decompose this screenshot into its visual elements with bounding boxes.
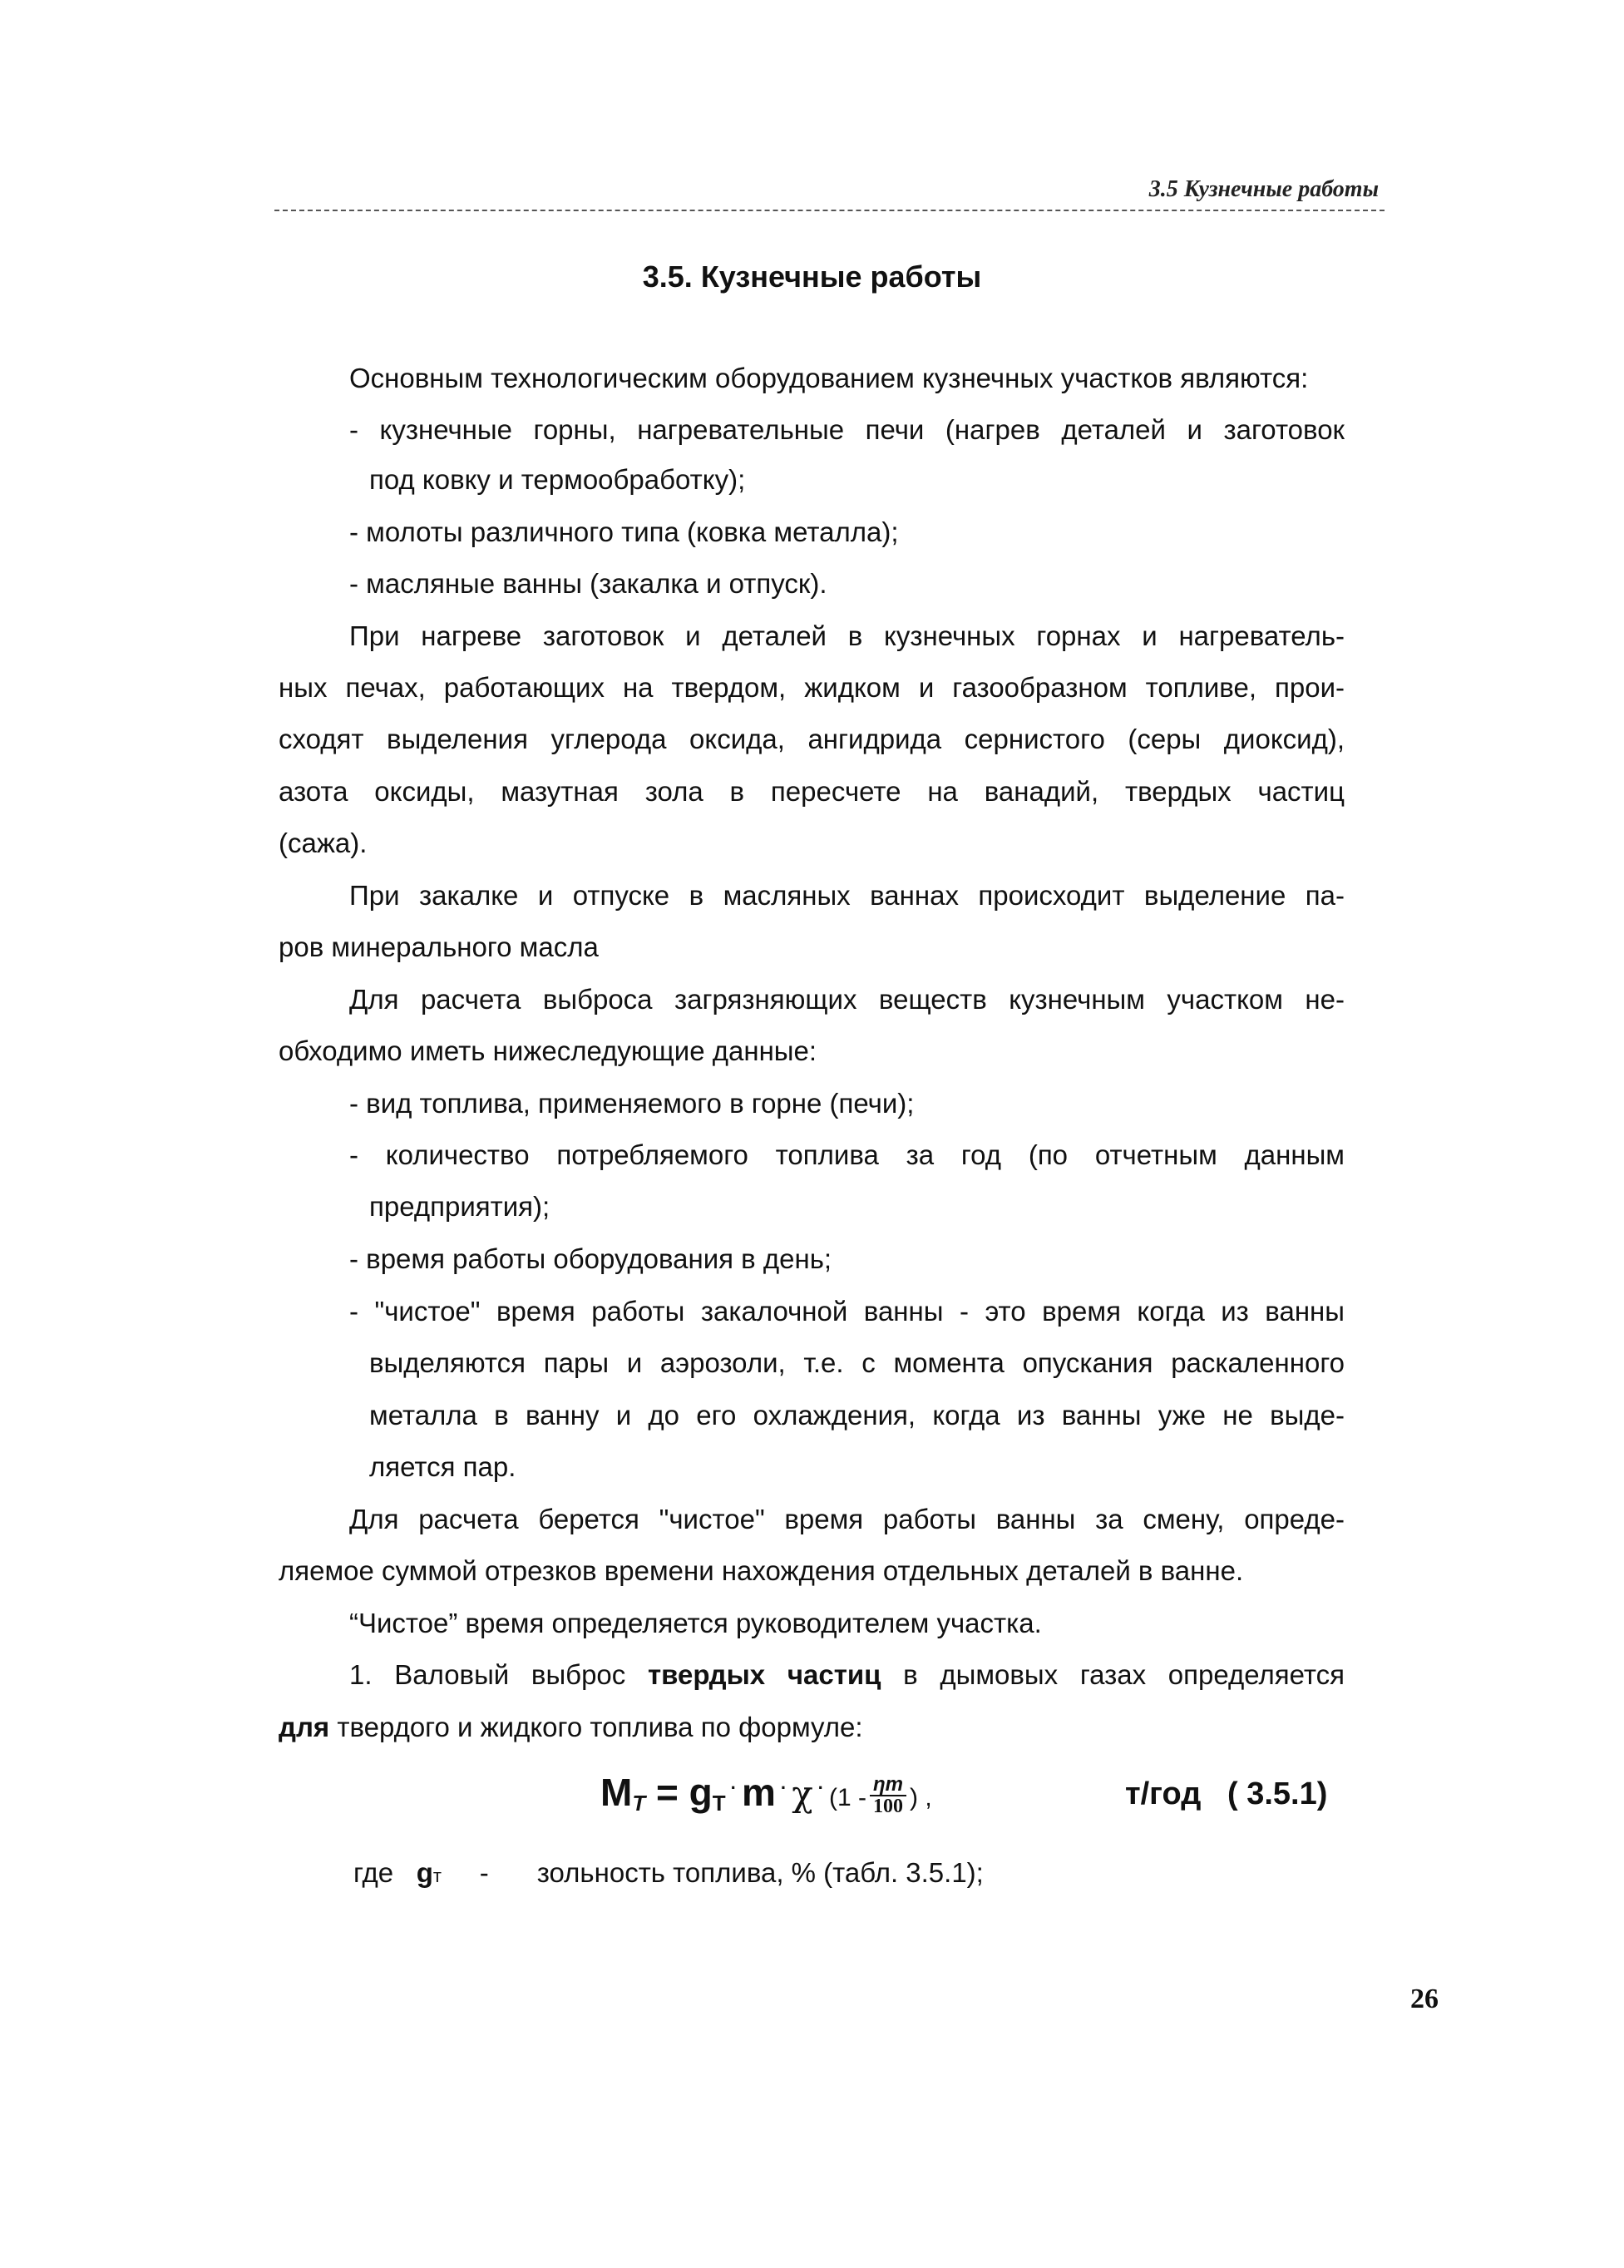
running-header: 3.5 Кузнечные работы <box>1148 176 1379 202</box>
where-dash: - <box>479 1857 489 1888</box>
required-item-work-time: - время работы оборудования в день; <box>349 1243 832 1274</box>
equipment-item-hammers: - молоты различного типа (ковка металла); <box>349 516 899 547</box>
formula-intro-pre: 1. Валовый выброс <box>349 1659 648 1690</box>
heating-paragraph-line: При нагреве заготовок и деталей в кузнечных горнах и нагреватель- <box>349 620 1345 651</box>
equipment-item-forges-cont: под ковку и термообработку); <box>369 464 746 495</box>
required-item-clean-time: - "чистое" время работы закалочной ванны - это время когда из ванны <box>349 1296 1345 1327</box>
formula-dot: · <box>730 1777 737 1798</box>
formula-expression <box>600 1770 932 1817</box>
formula-intro-post: в дымовых газах определяется <box>881 1659 1345 1690</box>
formula-paren-open: (1 - <box>829 1784 866 1811</box>
intro-paragraph: Основным технологическим оборудованием кузнечных участков являются: <box>349 363 1309 393</box>
where-label: где <box>353 1857 394 1888</box>
where-definition <box>353 1859 984 1886</box>
formula-g: g <box>689 1771 713 1814</box>
formula-fraction-numerator: ηт <box>870 1774 906 1796</box>
formula-m-var: m <box>741 1771 776 1814</box>
section-title: 3.5. Кузнечные работы <box>642 259 982 294</box>
formula-fraction <box>870 1774 906 1817</box>
where-variable: g <box>416 1857 433 1888</box>
formula-intro-line2-rest: твердого и жидкого топлива по формуле: <box>329 1712 863 1742</box>
formula-unit: т/год <box>1125 1776 1202 1811</box>
formula-intro-line <box>349 1661 1345 1688</box>
formula-paren-close: ) , <box>910 1784 932 1811</box>
formula-intro-bold: твердых частиц <box>647 1659 881 1690</box>
formula-dot: · <box>780 1777 787 1798</box>
required-item-clean-time-cont: металла в ванну и до его охлаждения, когда из ванны уже не выде- <box>369 1400 1345 1430</box>
formula-m-subscript: T <box>632 1791 646 1816</box>
formula-intro-line-2 <box>279 1713 863 1741</box>
heating-paragraph-line: сходят выделения углерода оксида, ангидрида сернистого (серы диоксид), <box>279 724 1345 754</box>
formula-dot: · <box>817 1777 824 1798</box>
required-item-fuel-amount-cont: предприятия); <box>369 1191 550 1222</box>
calc-intro-line: обходимо иметь нижеследующие данные: <box>279 1035 817 1066</box>
heating-paragraph-line: (сажа). <box>279 828 368 858</box>
clean-time-line: Для расчета берется "чистое" время работы ванны за смену, опреде- <box>349 1504 1345 1534</box>
formula-g-subscript: T <box>712 1791 726 1816</box>
formula-number: ( 3.5.1) <box>1227 1776 1328 1811</box>
supervisor-paragraph: “Чистое” время определяется руководителем участка. <box>349 1608 1042 1638</box>
calc-intro-line: Для расчета выброса загрязняющих веществ кузнечным участком не- <box>349 984 1345 1015</box>
formula-m: M <box>600 1771 633 1814</box>
formula-equals: = <box>645 1771 689 1814</box>
required-item-fuel-type: - вид топлива, применяемого в горне (печи); <box>349 1088 915 1119</box>
equipment-item-oil-baths: - масляные ванны (закалка и отпуск). <box>349 568 827 599</box>
where-variable-subscript: т <box>432 1865 442 1886</box>
header-divider <box>274 210 1385 211</box>
clean-time-line: ляемое суммой отрезков времени нахождения отдельных деталей в ванне. <box>279 1555 1244 1586</box>
page-number: 26 <box>1410 1984 1439 2014</box>
heating-paragraph-line: ных печах, работающих на твердом, жидком и газообразном топливе, прои- <box>279 672 1345 703</box>
formula-unit-and-number <box>1125 1776 1327 1812</box>
formula-fraction-denominator: 100 <box>873 1795 903 1817</box>
oil-paragraph-line: При закалке и отпуске в масляных ваннах происходит выделение па- <box>349 880 1345 911</box>
heating-paragraph-line: азота оксиды, мазутная зола в пересчете на ванадий, твердых частиц <box>279 776 1345 807</box>
where-description: зольность топлива, % (табл. 3.5.1); <box>536 1857 984 1888</box>
formula-intro-line2-bold: для <box>279 1712 330 1742</box>
oil-paragraph-line: ров минерального масла <box>279 931 599 962</box>
required-item-clean-time-cont: выделяются пары и аэрозоли, т.е. с момента опускания раскаленного <box>369 1347 1345 1378</box>
equipment-item-forges: - кузнечные горны, нагревательные печи (нагрев деталей и заготовок <box>349 414 1345 445</box>
required-item-fuel-amount: - количество потребляемого топлива за год (по отчетным данным <box>349 1139 1345 1170</box>
formula-chi: χ <box>792 1773 813 1814</box>
required-item-clean-time-cont: ляется пар. <box>369 1451 516 1482</box>
